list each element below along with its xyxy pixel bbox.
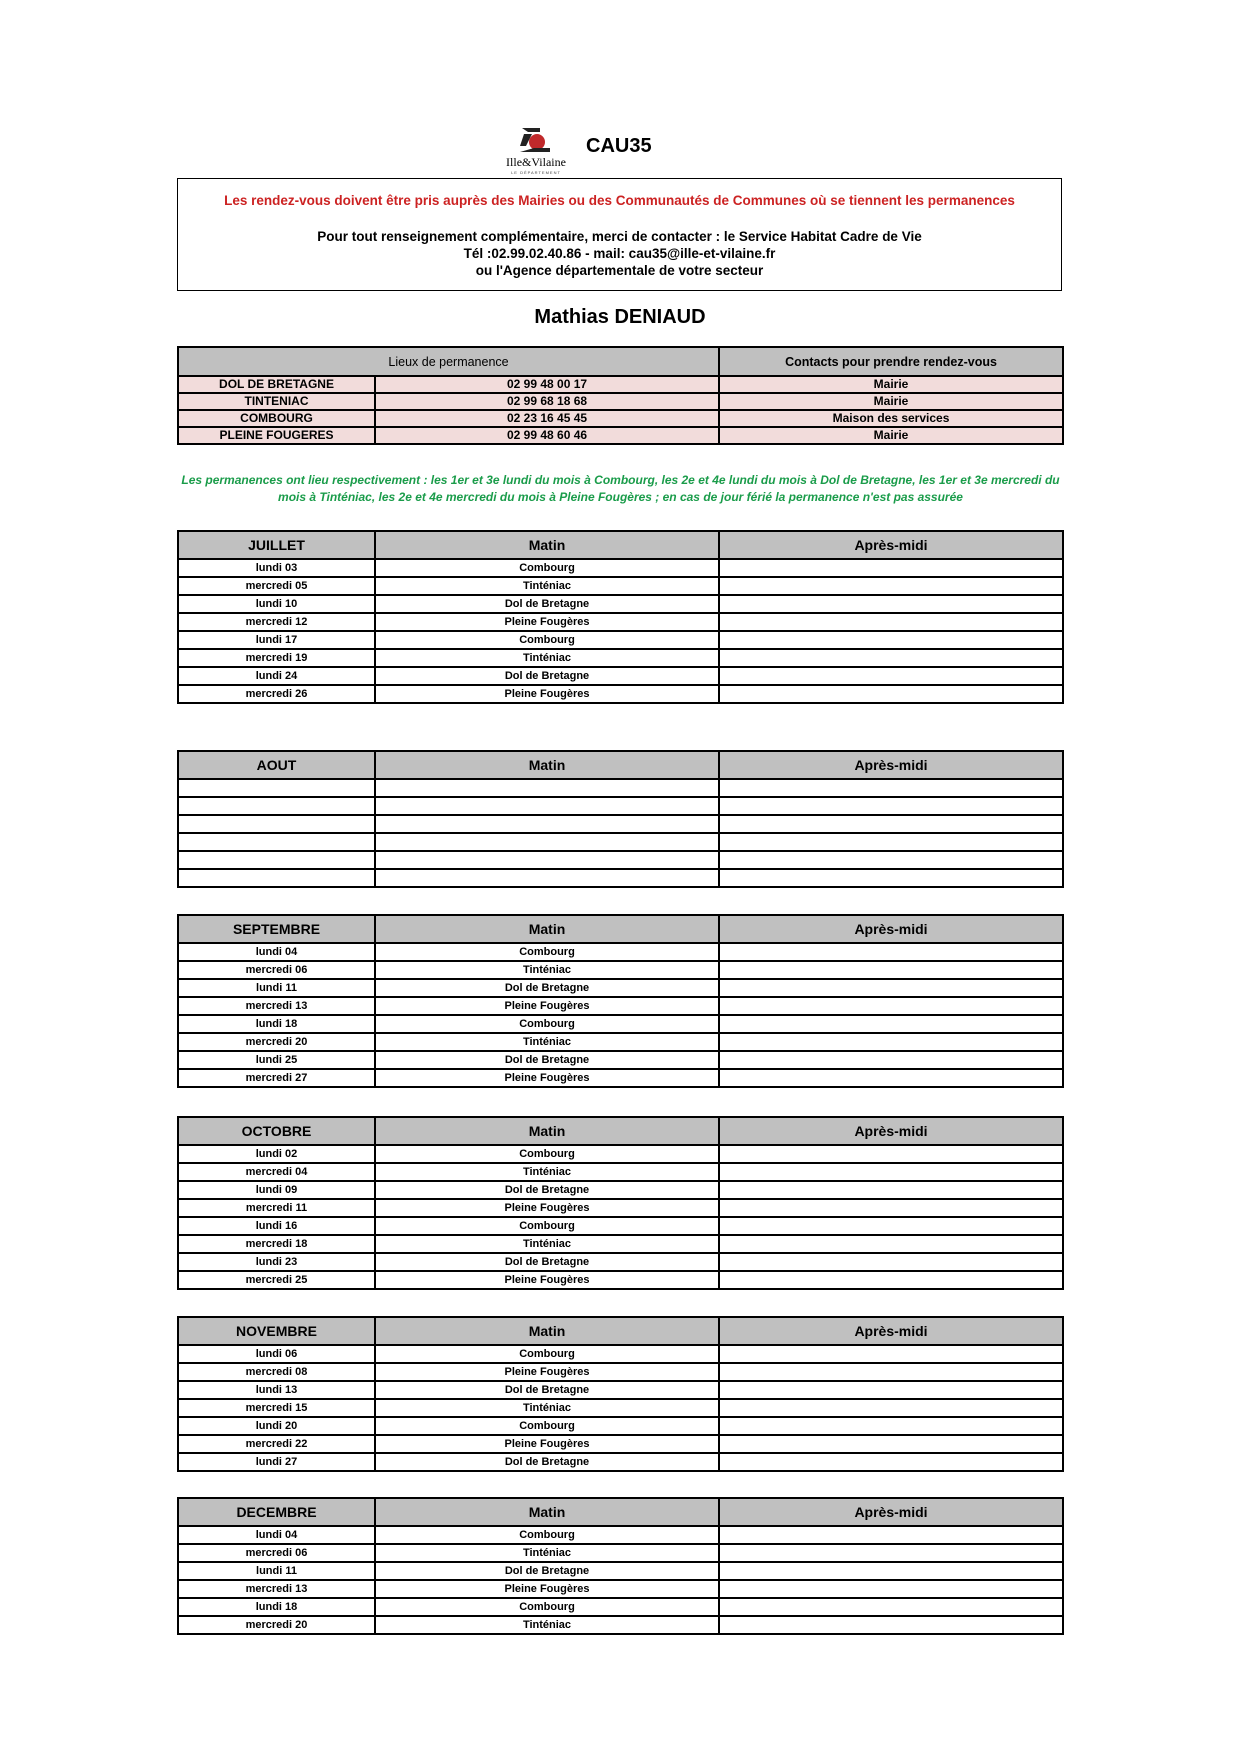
matin-cell: Tinténiac <box>375 1235 719 1253</box>
apres-midi-cell <box>719 851 1063 869</box>
apres-midi-cell <box>719 1453 1063 1471</box>
table-row <box>178 1217 1063 1235</box>
month-name: AOUT <box>178 751 375 779</box>
apres-midi-cell <box>719 685 1063 703</box>
apres-midi-cell <box>719 1217 1063 1235</box>
apres-midi-cell <box>719 1015 1063 1033</box>
apres-midi-cell <box>719 779 1063 797</box>
matin-cell: Combourg <box>375 1145 719 1163</box>
header-lieux: Lieux de permanence <box>178 347 719 376</box>
month-header-row <box>178 1117 1063 1145</box>
schedule-note: Les permanences ont lieu respectivement : les 1er et 3e lundi du mois à Combourg, les 2e et 4e lundi du mois à Dol de Bretagne, les 1er et 3e mercredi du mois à Tinténiac, les 2e et 4e mercredi du mois à Pleine Fougères ; en cas de jour férié la permanence n'est pas assurée <box>181 473 1060 504</box>
apres-midi-cell <box>719 961 1063 979</box>
matin-cell <box>375 851 719 869</box>
page-title: CAU35 <box>586 135 652 157</box>
contact-lieu: TINTENIAC <box>178 393 375 410</box>
day-cell <box>178 869 375 887</box>
matin-cell: Tinténiac <box>375 1544 719 1562</box>
month-table-aout <box>177 750 1064 888</box>
table-row <box>178 1199 1063 1217</box>
table-row <box>178 833 1063 851</box>
apres-midi-cell <box>719 1598 1063 1616</box>
contact-name: Mairie <box>719 393 1063 410</box>
matin-cell: Dol de Bretagne <box>375 979 719 997</box>
person-name: Mathias DENIAUD <box>534 306 706 328</box>
matin-cell: Dol de Bretagne <box>375 1181 719 1199</box>
matin-cell: Dol de Bretagne <box>375 1381 719 1399</box>
day-cell: lundi 03 <box>178 559 375 577</box>
matin-cell: Dol de Bretagne <box>375 1453 719 1471</box>
apres-midi-cell <box>719 1544 1063 1562</box>
table-row <box>178 979 1063 997</box>
table-row <box>178 1051 1063 1069</box>
apres-midi-cell <box>719 1580 1063 1598</box>
matin-cell: Combourg <box>375 559 719 577</box>
apres-midi-cell <box>719 833 1063 851</box>
table-row <box>178 943 1063 961</box>
apres-midi-cell <box>719 815 1063 833</box>
logo-mark-icon <box>516 126 556 156</box>
table-row <box>178 1453 1063 1471</box>
table-row <box>178 577 1063 595</box>
apres-midi-cell <box>719 667 1063 685</box>
matin-cell: Dol de Bretagne <box>375 1562 719 1580</box>
apres-midi-cell <box>719 595 1063 613</box>
day-cell <box>178 851 375 869</box>
contact-lieu: COMBOURG <box>178 410 375 427</box>
contact-row <box>178 427 1063 444</box>
table-row <box>178 667 1063 685</box>
day-cell: mercredi 12 <box>178 613 375 631</box>
contact-name: Mairie <box>719 376 1063 393</box>
matin-cell: Combourg <box>375 631 719 649</box>
table-row <box>178 1598 1063 1616</box>
matin-cell: Combourg <box>375 1345 719 1363</box>
table-row <box>178 961 1063 979</box>
contact-tel: 02 99 68 18 68 <box>375 393 719 410</box>
day-cell: mercredi 20 <box>178 1616 375 1634</box>
month-table-decembre <box>177 1497 1064 1635</box>
contact-line-service: Pour tout renseignement complémentaire, merci de contacter : le Service Habitat Cadre de Vie <box>317 229 922 244</box>
table-row <box>178 1580 1063 1598</box>
matin-cell: Combourg <box>375 1417 719 1435</box>
contact-name: Maison des services <box>719 410 1063 427</box>
apres-midi-cell <box>719 1526 1063 1544</box>
contact-lieu: DOL DE BRETAGNE <box>178 376 375 393</box>
day-cell: mercredi 15 <box>178 1399 375 1417</box>
ille-et-vilaine-logo <box>500 124 572 174</box>
day-cell: mercredi 05 <box>178 577 375 595</box>
table-row <box>178 685 1063 703</box>
table-row <box>178 851 1063 869</box>
contact-tel: 02 23 16 45 45 <box>375 410 719 427</box>
logo-text: Ille&Vilaine <box>506 155 566 169</box>
apres-midi-cell <box>719 1417 1063 1435</box>
day-cell: lundi 10 <box>178 595 375 613</box>
day-cell: lundi 20 <box>178 1417 375 1435</box>
contacts-table <box>177 346 1064 445</box>
month-table-septembre <box>177 914 1064 1088</box>
table-row <box>178 1145 1063 1163</box>
month-header-row <box>178 531 1063 559</box>
month-name: DECEMBRE <box>178 1498 375 1526</box>
apres-midi-cell <box>719 559 1063 577</box>
day-cell: mercredi 13 <box>178 1580 375 1598</box>
day-cell: mercredi 22 <box>178 1435 375 1453</box>
day-cell: lundi 17 <box>178 631 375 649</box>
matin-cell: Pleine Fougères <box>375 1199 719 1217</box>
month-table-octobre <box>177 1116 1064 1290</box>
matin-cell: Pleine Fougères <box>375 685 719 703</box>
apres-midi-cell <box>719 1163 1063 1181</box>
matin-cell: Tinténiac <box>375 961 719 979</box>
table-row <box>178 1235 1063 1253</box>
month-name: NOVEMBRE <box>178 1317 375 1345</box>
info-box <box>177 178 1062 291</box>
column-matin: Matin <box>375 915 719 943</box>
contact-info <box>178 228 1061 279</box>
day-cell: lundi 06 <box>178 1345 375 1363</box>
table-row <box>178 1417 1063 1435</box>
matin-cell: Tinténiac <box>375 1399 719 1417</box>
day-cell <box>178 833 375 851</box>
day-cell: lundi 09 <box>178 1181 375 1199</box>
column-matin: Matin <box>375 1317 719 1345</box>
day-cell <box>178 779 375 797</box>
apres-midi-cell <box>719 1345 1063 1363</box>
apres-midi-cell <box>719 1145 1063 1163</box>
matin-cell: Pleine Fougères <box>375 1363 719 1381</box>
contact-line-tel-mail: Tél :02.99.02.40.86 - mail: cau35@ille-et-vilaine.fr <box>463 246 776 261</box>
table-row <box>178 1526 1063 1544</box>
table-row <box>178 1544 1063 1562</box>
matin-cell: Dol de Bretagne <box>375 1051 719 1069</box>
apres-midi-cell <box>719 1616 1063 1634</box>
apres-midi-cell <box>719 1363 1063 1381</box>
apres-midi-cell <box>719 943 1063 961</box>
apres-midi-cell <box>719 869 1063 887</box>
apres-midi-cell <box>719 1271 1063 1289</box>
table-row <box>178 1562 1063 1580</box>
matin-cell <box>375 779 719 797</box>
column-matin: Matin <box>375 1498 719 1526</box>
matin-cell: Dol de Bretagne <box>375 595 719 613</box>
matin-cell: Tinténiac <box>375 1163 719 1181</box>
column-apres-midi: Après-midi <box>719 1498 1063 1526</box>
apres-midi-cell <box>719 797 1063 815</box>
table-row <box>178 797 1063 815</box>
table-row <box>178 869 1063 887</box>
matin-cell: Combourg <box>375 1015 719 1033</box>
header-contacts: Contacts pour prendre rendez-vous <box>719 347 1063 376</box>
day-cell: mercredi 06 <box>178 961 375 979</box>
apres-midi-cell <box>719 1399 1063 1417</box>
column-apres-midi: Après-midi <box>719 751 1063 779</box>
apres-midi-cell <box>719 1051 1063 1069</box>
table-row <box>178 1616 1063 1634</box>
matin-cell <box>375 815 719 833</box>
column-apres-midi: Après-midi <box>719 1117 1063 1145</box>
table-row <box>178 649 1063 667</box>
column-apres-midi: Après-midi <box>719 915 1063 943</box>
table-row <box>178 1399 1063 1417</box>
apres-midi-cell <box>719 1181 1063 1199</box>
logo-subtext: LE DÉPARTEMENT <box>511 170 561 175</box>
month-name: OCTOBRE <box>178 1117 375 1145</box>
table-row <box>178 1381 1063 1399</box>
table-row <box>178 779 1063 797</box>
table-row <box>178 613 1063 631</box>
day-cell: mercredi 04 <box>178 1163 375 1181</box>
table-row <box>178 631 1063 649</box>
appointment-warning: Les rendez-vous doivent être pris auprès des Mairies ou des Communautés de Communes où se tiennent les permanences <box>224 193 1015 208</box>
apres-midi-cell <box>719 649 1063 667</box>
day-cell: lundi 24 <box>178 667 375 685</box>
matin-cell: Pleine Fougères <box>375 1069 719 1087</box>
day-cell: mercredi 06 <box>178 1544 375 1562</box>
month-header-row <box>178 751 1063 779</box>
column-apres-midi: Après-midi <box>719 1317 1063 1345</box>
contacts-header-row <box>178 347 1063 376</box>
contact-lieu: PLEINE FOUGERES <box>178 427 375 444</box>
matin-cell: Pleine Fougères <box>375 997 719 1015</box>
day-cell: mercredi 20 <box>178 1033 375 1051</box>
matin-cell: Combourg <box>375 1526 719 1544</box>
day-cell: lundi 11 <box>178 979 375 997</box>
apres-midi-cell <box>719 577 1063 595</box>
matin-cell: Tinténiac <box>375 1616 719 1634</box>
apres-midi-cell <box>719 613 1063 631</box>
table-row <box>178 997 1063 1015</box>
table-row <box>178 1181 1063 1199</box>
table-row <box>178 1033 1063 1051</box>
day-cell: mercredi 19 <box>178 649 375 667</box>
month-header-row <box>178 915 1063 943</box>
apres-midi-cell <box>719 1253 1063 1271</box>
apres-midi-cell <box>719 1235 1063 1253</box>
matin-cell: Combourg <box>375 1217 719 1235</box>
table-row <box>178 1271 1063 1289</box>
matin-cell <box>375 833 719 851</box>
month-header-row <box>178 1498 1063 1526</box>
apres-midi-cell <box>719 1435 1063 1453</box>
apres-midi-cell <box>719 997 1063 1015</box>
column-matin: Matin <box>375 1117 719 1145</box>
table-row <box>178 1069 1063 1087</box>
day-cell: mercredi 13 <box>178 997 375 1015</box>
table-row <box>178 1435 1063 1453</box>
day-cell <box>178 797 375 815</box>
day-cell: lundi 04 <box>178 1526 375 1544</box>
day-cell: lundi 23 <box>178 1253 375 1271</box>
day-cell: lundi 18 <box>178 1598 375 1616</box>
column-apres-midi: Après-midi <box>719 531 1063 559</box>
matin-cell: Dol de Bretagne <box>375 1253 719 1271</box>
day-cell <box>178 815 375 833</box>
matin-cell: Tinténiac <box>375 577 719 595</box>
table-row <box>178 1163 1063 1181</box>
apres-midi-cell <box>719 1069 1063 1087</box>
table-row <box>178 595 1063 613</box>
table-row <box>178 1363 1063 1381</box>
matin-cell: Pleine Fougères <box>375 1271 719 1289</box>
day-cell: lundi 11 <box>178 1562 375 1580</box>
contact-row <box>178 376 1063 393</box>
apres-midi-cell <box>719 631 1063 649</box>
apres-midi-cell <box>719 1199 1063 1217</box>
month-header-row <box>178 1317 1063 1345</box>
table-row <box>178 1253 1063 1271</box>
day-cell: mercredi 18 <box>178 1235 375 1253</box>
contact-line-agence: ou l'Agence départementale de votre secteur <box>475 263 764 278</box>
table-row <box>178 1345 1063 1363</box>
day-cell: lundi 18 <box>178 1015 375 1033</box>
matin-cell: Pleine Fougères <box>375 1580 719 1598</box>
table-row <box>178 815 1063 833</box>
contact-row <box>178 393 1063 410</box>
contact-tel: 02 99 48 60 46 <box>375 427 719 444</box>
day-cell: lundi 27 <box>178 1453 375 1471</box>
month-name: JUILLET <box>178 531 375 559</box>
matin-cell: Pleine Fougères <box>375 613 719 631</box>
day-cell: lundi 13 <box>178 1381 375 1399</box>
matin-cell <box>375 797 719 815</box>
day-cell: mercredi 08 <box>178 1363 375 1381</box>
day-cell: lundi 02 <box>178 1145 375 1163</box>
day-cell: mercredi 26 <box>178 685 375 703</box>
apres-midi-cell <box>719 1033 1063 1051</box>
matin-cell <box>375 869 719 887</box>
contact-name: Mairie <box>719 427 1063 444</box>
day-cell: lundi 16 <box>178 1217 375 1235</box>
column-matin: Matin <box>375 751 719 779</box>
day-cell: lundi 25 <box>178 1051 375 1069</box>
month-name: SEPTEMBRE <box>178 915 375 943</box>
month-table-juillet <box>177 530 1064 704</box>
contact-tel: 02 99 48 00 17 <box>375 376 719 393</box>
matin-cell: Pleine Fougères <box>375 1435 719 1453</box>
table-row <box>178 559 1063 577</box>
day-cell: mercredi 25 <box>178 1271 375 1289</box>
day-cell: mercredi 27 <box>178 1069 375 1087</box>
apres-midi-cell <box>719 979 1063 997</box>
day-cell: mercredi 11 <box>178 1199 375 1217</box>
table-row <box>178 1015 1063 1033</box>
matin-cell: Combourg <box>375 943 719 961</box>
month-table-novembre <box>177 1316 1064 1472</box>
matin-cell: Combourg <box>375 1598 719 1616</box>
apres-midi-cell <box>719 1562 1063 1580</box>
day-cell: lundi 04 <box>178 943 375 961</box>
apres-midi-cell <box>719 1381 1063 1399</box>
contact-row <box>178 410 1063 427</box>
matin-cell: Dol de Bretagne <box>375 667 719 685</box>
matin-cell: Tinténiac <box>375 1033 719 1051</box>
column-matin: Matin <box>375 531 719 559</box>
matin-cell: Tinténiac <box>375 649 719 667</box>
